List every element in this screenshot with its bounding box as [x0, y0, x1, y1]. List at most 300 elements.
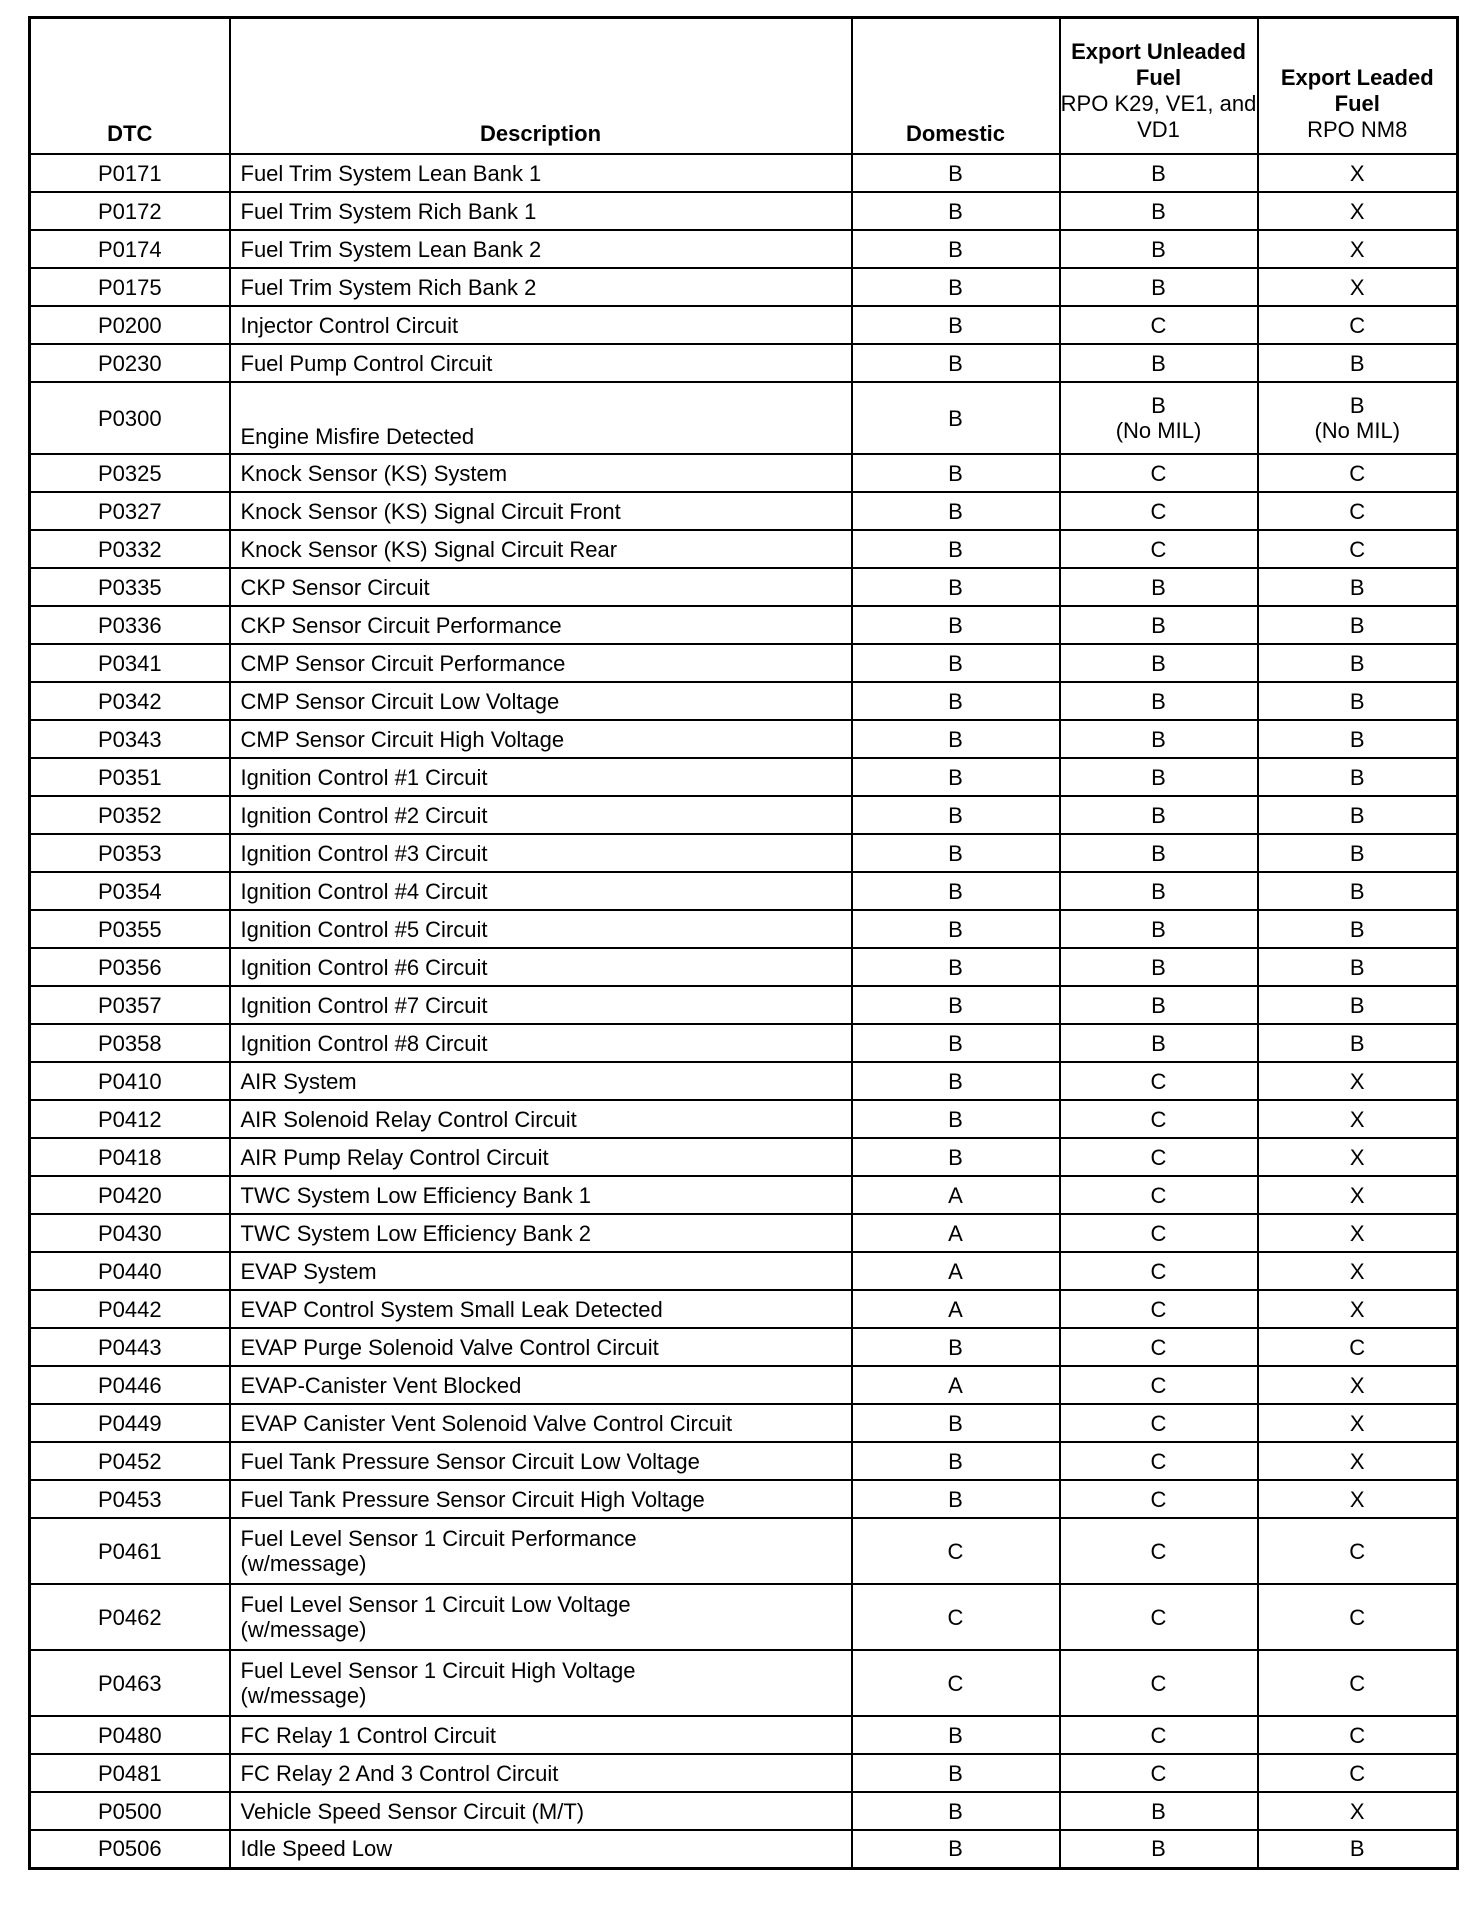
export-leaded-cell: [1258, 872, 1458, 910]
description-text: EVAP Canister Vent Solenoid Valve Control Circuit: [240, 1410, 733, 1436]
dtc-code: P0463: [97, 1670, 162, 1696]
description-cell: [230, 1062, 852, 1100]
table-row: [30, 344, 1458, 382]
table-row: [30, 1214, 1458, 1252]
export-leaded-value: B: [1349, 650, 1365, 676]
dtc-code: P0342: [97, 688, 162, 714]
dtc-code: P0341: [97, 650, 162, 676]
export-unleaded-value: C: [1150, 1296, 1167, 1322]
domestic-value: B: [948, 1106, 963, 1132]
domestic-cell: [852, 758, 1060, 796]
description-text: AIR Pump Relay Control Circuit: [240, 1144, 549, 1170]
description-cell: [230, 1518, 852, 1584]
description-cell: [230, 1792, 852, 1830]
dtc-code-cell: [30, 910, 230, 948]
dtc-code: P0353: [97, 840, 162, 866]
export-leaded-cell: [1258, 986, 1458, 1024]
domestic-cell: [852, 1584, 1060, 1650]
domestic-value: B: [948, 992, 963, 1018]
domestic-value: B: [948, 650, 963, 676]
description-cell: [230, 1214, 852, 1252]
export-unleaded-value: B: [1151, 764, 1166, 790]
description-text: CMP Sensor Circuit High Voltage: [240, 726, 565, 752]
domestic-value: B: [948, 1144, 963, 1170]
description-text: Fuel Trim System Lean Bank 1: [240, 160, 542, 186]
export-leaded-value: B: [1349, 916, 1365, 942]
dtc-code: P0440: [97, 1258, 162, 1284]
export-unleaded-value: C: [1150, 1144, 1167, 1170]
export-unleaded-value: C: [1150, 1538, 1167, 1564]
dtc-table: [28, 16, 1459, 1870]
domestic-value: B: [948, 198, 963, 224]
export-leaded-cell: [1258, 758, 1458, 796]
export-leaded-cell: [1258, 1138, 1458, 1176]
description-cell: [230, 154, 852, 192]
export-leaded-cell: [1258, 454, 1458, 492]
description-text: FC Relay 2 And 3 Control Circuit: [240, 1760, 559, 1786]
dtc-code: P0452: [97, 1448, 162, 1474]
description-cell: [230, 1830, 852, 1868]
dtc-code: P0327: [97, 498, 162, 524]
domestic-cell: [852, 872, 1060, 910]
dtc-code-cell: [30, 1650, 230, 1716]
dtc-code-cell: [30, 1138, 230, 1176]
dtc-code-cell: [30, 1062, 230, 1100]
export-leaded-cell: [1258, 1328, 1458, 1366]
table-row: [30, 986, 1458, 1024]
export-unleaded-cell: [1060, 796, 1258, 834]
domestic-value: B: [948, 840, 963, 866]
domestic-value: A: [948, 1372, 963, 1398]
dtc-code-cell: [30, 1404, 230, 1442]
domestic-value: B: [948, 916, 963, 942]
description-cell: [230, 1584, 852, 1650]
export-unleaded-value: B: [1151, 574, 1166, 600]
export-unleaded-cell: [1060, 454, 1258, 492]
export-leaded-value: B: [1349, 878, 1365, 904]
export-unleaded-cell: [1060, 1404, 1258, 1442]
dtc-table-container: [28, 16, 1456, 1870]
table-row: [30, 1328, 1458, 1366]
domestic-value: B: [948, 688, 963, 714]
export-unleaded-cell: [1060, 306, 1258, 344]
dtc-code: P0354: [97, 878, 162, 904]
description-text: CKP Sensor Circuit: [240, 574, 430, 600]
export-leaded-value: X: [1349, 1258, 1365, 1284]
export-unleaded-value: C: [1150, 1410, 1167, 1436]
export-leaded-value: C: [1349, 1334, 1366, 1360]
description-text: Ignition Control #2 Circuit: [240, 802, 488, 828]
header-description: [230, 18, 852, 155]
dtc-code: P0200: [97, 312, 162, 338]
description-text: Injector Control Circuit: [240, 312, 459, 338]
export-unleaded-value: C: [1150, 312, 1167, 338]
table-row: [30, 268, 1458, 306]
description-cell: [230, 568, 852, 606]
domestic-cell: [852, 268, 1060, 306]
export-unleaded-cell: [1060, 834, 1258, 872]
domestic-value: B: [948, 312, 963, 338]
table-row: [30, 454, 1458, 492]
table-row: [30, 1290, 1458, 1328]
export-unleaded-cell: [1060, 644, 1258, 682]
domestic-value: B: [948, 536, 963, 562]
description-text: FC Relay 1 Control Circuit: [240, 1722, 497, 1748]
export-unleaded-note: (No MIL): [1115, 418, 1202, 443]
table-row: [30, 720, 1458, 758]
description-text: Ignition Control #8 Circuit: [240, 1030, 488, 1056]
description-text: Ignition Control #7 Circuit: [240, 992, 488, 1018]
dtc-code: P0430: [97, 1220, 162, 1246]
export-leaded-cell: [1258, 1366, 1458, 1404]
export-unleaded-cell: [1060, 530, 1258, 568]
domestic-value: B: [948, 802, 963, 828]
export-leaded-value: B: [1349, 840, 1365, 866]
dtc-code: P0442: [97, 1296, 162, 1322]
table-row: [30, 1366, 1458, 1404]
export-leaded-cell: [1258, 948, 1458, 986]
domestic-value: B: [948, 1798, 963, 1824]
domestic-value: B: [948, 405, 963, 431]
export-leaded-cell: [1258, 268, 1458, 306]
dtc-code: P0175: [97, 274, 162, 300]
dtc-code-cell: [30, 230, 230, 268]
export-leaded-value: X: [1349, 236, 1365, 262]
header-domestic-label: Domestic: [905, 121, 1006, 146]
export-leaded-cell: [1258, 568, 1458, 606]
dtc-code-cell: [30, 1176, 230, 1214]
domestic-cell: [852, 306, 1060, 344]
export-leaded-cell: [1258, 1100, 1458, 1138]
export-unleaded-cell: [1060, 872, 1258, 910]
domestic-cell: [852, 492, 1060, 530]
export-leaded-cell: [1258, 1062, 1458, 1100]
domestic-cell: [852, 834, 1060, 872]
export-leaded-cell: [1258, 644, 1458, 682]
export-leaded-cell: [1258, 1176, 1458, 1214]
export-leaded-cell: [1258, 1024, 1458, 1062]
export-unleaded-cell: [1060, 1754, 1258, 1792]
header-export-leaded: [1258, 18, 1458, 155]
export-leaded-value: C: [1349, 498, 1366, 524]
description-text: AIR Solenoid Relay Control Circuit: [240, 1106, 577, 1132]
export-unleaded-cell: [1060, 910, 1258, 948]
export-leaded-value: B: [1349, 726, 1365, 752]
dtc-code: P0355: [97, 916, 162, 942]
description-text: EVAP-Canister Vent Blocked: [240, 1372, 522, 1398]
domestic-value: B: [948, 498, 963, 524]
domestic-value: B: [948, 350, 963, 376]
export-unleaded-value: B: [1151, 1030, 1166, 1056]
description-text: Fuel Tank Pressure Sensor Circuit Low Voltage: [240, 1448, 700, 1474]
domestic-cell: [852, 720, 1060, 758]
domestic-cell: [852, 568, 1060, 606]
header-description-label: Description: [479, 121, 602, 146]
export-unleaded-cell: [1060, 606, 1258, 644]
export-leaded-value: B: [1349, 574, 1365, 600]
dtc-code: P0332: [97, 536, 162, 562]
dtc-code-cell: [30, 758, 230, 796]
export-leaded-cell: [1258, 796, 1458, 834]
export-leaded-value: X: [1349, 1410, 1365, 1436]
export-unleaded-cell: [1060, 1214, 1258, 1252]
description-cell: [230, 1138, 852, 1176]
dtc-code: P0351: [97, 764, 162, 790]
header-export-leaded-label: Export Leaded Fuel: [1280, 65, 1434, 116]
description-cell: [230, 910, 852, 948]
export-leaded-value: C: [1349, 536, 1366, 562]
export-unleaded-cell: [1060, 1252, 1258, 1290]
table-row: [30, 1062, 1458, 1100]
domestic-cell: [852, 454, 1060, 492]
export-unleaded-cell: [1060, 1650, 1258, 1716]
domestic-value: B: [948, 1068, 963, 1094]
dtc-code: P0335: [97, 574, 162, 600]
description-text: CMP Sensor Circuit Performance: [240, 650, 566, 676]
export-unleaded-cell: [1060, 268, 1258, 306]
dtc-code: P0481: [97, 1760, 162, 1786]
description-text: Ignition Control #5 Circuit: [240, 916, 488, 942]
description-cell: [230, 1716, 852, 1754]
export-unleaded-cell: [1060, 1792, 1258, 1830]
export-leaded-cell: [1258, 1792, 1458, 1830]
dtc-code: P0506: [97, 1836, 162, 1862]
dtc-code: P0462: [97, 1604, 162, 1630]
domestic-value: B: [948, 274, 963, 300]
dtc-code-cell: [30, 568, 230, 606]
export-unleaded-value: C: [1150, 498, 1167, 524]
domestic-value: A: [948, 1258, 963, 1284]
export-leaded-value: C: [1349, 312, 1366, 338]
export-leaded-value: B: [1349, 764, 1365, 790]
dtc-code: P0174: [97, 236, 162, 262]
export-leaded-cell: [1258, 682, 1458, 720]
export-unleaded-value: C: [1150, 1258, 1167, 1284]
export-leaded-cell: [1258, 382, 1458, 454]
table-row: [30, 682, 1458, 720]
dtc-code: P0453: [97, 1486, 162, 1512]
export-unleaded-value: C: [1150, 1372, 1167, 1398]
export-leaded-cell: [1258, 834, 1458, 872]
dtc-code-cell: [30, 1716, 230, 1754]
header-export-unleaded-label: Export Unleaded Fuel: [1071, 39, 1246, 90]
export-unleaded-value: C: [1150, 1604, 1167, 1630]
description-text: TWC System Low Efficiency Bank 2: [240, 1220, 591, 1246]
domestic-cell: [852, 1650, 1060, 1716]
table-row: [30, 306, 1458, 344]
export-unleaded-cell: [1060, 720, 1258, 758]
export-unleaded-value: B: [1151, 198, 1166, 224]
domestic-cell: [852, 1100, 1060, 1138]
description-text: Engine Misfire Detected: [240, 424, 475, 449]
export-unleaded-value: C: [1150, 1760, 1167, 1786]
description-note: (w/message): [240, 1617, 367, 1642]
export-leaded-cell: [1258, 154, 1458, 192]
table-row: [30, 1480, 1458, 1518]
dtc-code: P0446: [97, 1372, 162, 1398]
dtc-code-cell: [30, 1366, 230, 1404]
export-leaded-value: B: [1349, 393, 1365, 418]
domestic-value: B: [948, 878, 963, 904]
export-leaded-value: X: [1349, 1220, 1365, 1246]
domestic-value: B: [948, 612, 963, 638]
domestic-cell: [852, 1176, 1060, 1214]
domestic-value: C: [947, 1604, 964, 1630]
description-text: Ignition Control #4 Circuit: [240, 878, 488, 904]
export-unleaded-value: B: [1151, 726, 1166, 752]
description-text: Fuel Trim System Rich Bank 1: [240, 198, 537, 224]
dtc-code-cell: [30, 192, 230, 230]
description-cell: [230, 230, 852, 268]
table-row: [30, 568, 1458, 606]
table-row: [30, 1176, 1458, 1214]
export-leaded-value: B: [1349, 350, 1365, 376]
export-leaded-value: X: [1349, 1296, 1365, 1322]
export-unleaded-cell: [1060, 682, 1258, 720]
description-cell: [230, 1100, 852, 1138]
dtc-code: P0412: [97, 1106, 162, 1132]
dtc-code: P0171: [97, 160, 162, 186]
export-unleaded-cell: [1060, 344, 1258, 382]
table-row: [30, 1252, 1458, 1290]
table-row: [30, 948, 1458, 986]
export-unleaded-cell: [1060, 1290, 1258, 1328]
domestic-cell: [852, 796, 1060, 834]
domestic-value: A: [948, 1296, 963, 1322]
dtc-code-cell: [30, 530, 230, 568]
export-leaded-value: B: [1349, 1836, 1365, 1862]
export-unleaded-value: B: [1151, 840, 1166, 866]
table-row: [30, 796, 1458, 834]
export-leaded-cell: [1258, 1442, 1458, 1480]
description-text: Vehicle Speed Sensor Circuit (M/T): [240, 1798, 585, 1824]
dtc-code: P0352: [97, 802, 162, 828]
export-unleaded-cell: [1060, 492, 1258, 530]
header-dtc-label: DTC: [107, 121, 153, 146]
export-leaded-cell: [1258, 1290, 1458, 1328]
table-row: [30, 1404, 1458, 1442]
description-cell: [230, 382, 852, 454]
dtc-code: P0461: [97, 1538, 162, 1564]
export-unleaded-cell: [1060, 382, 1258, 454]
table-row: [30, 834, 1458, 872]
domestic-cell: [852, 1404, 1060, 1442]
description-cell: [230, 606, 852, 644]
domestic-cell: [852, 1830, 1060, 1868]
domestic-value: B: [948, 1448, 963, 1474]
domestic-value: B: [948, 726, 963, 752]
domestic-value: B: [948, 764, 963, 790]
export-leaded-value: X: [1349, 1448, 1365, 1474]
dtc-code: P0480: [97, 1722, 162, 1748]
table-row: [30, 1138, 1458, 1176]
dtc-code: P0343: [97, 726, 162, 752]
export-leaded-value: X: [1349, 1372, 1365, 1398]
export-leaded-value: B: [1349, 1030, 1365, 1056]
domestic-value: B: [948, 954, 963, 980]
domestic-cell: [852, 1252, 1060, 1290]
export-leaded-cell: [1258, 1518, 1458, 1584]
export-leaded-cell: [1258, 1214, 1458, 1252]
description-cell: [230, 720, 852, 758]
export-unleaded-value: B: [1151, 393, 1166, 418]
description-text: AIR System: [240, 1068, 357, 1094]
description-text: CKP Sensor Circuit Performance: [240, 612, 562, 638]
description-cell: [230, 948, 852, 986]
dtc-code: P0500: [97, 1798, 162, 1824]
description-cell: [230, 1480, 852, 1518]
dtc-code-cell: [30, 1024, 230, 1062]
domestic-value: B: [948, 574, 963, 600]
domestic-cell: [852, 1792, 1060, 1830]
header-export-unleaded: [1060, 18, 1258, 155]
dtc-code-cell: [30, 154, 230, 192]
description-cell: [230, 682, 852, 720]
export-unleaded-value: B: [1151, 160, 1166, 186]
dtc-code: P0325: [97, 460, 162, 486]
export-unleaded-cell: [1060, 154, 1258, 192]
description-text: TWC System Low Efficiency Bank 1: [240, 1182, 591, 1208]
domestic-value: B: [948, 1486, 963, 1512]
description-cell: [230, 1290, 852, 1328]
domestic-value: B: [948, 460, 963, 486]
export-leaded-value: X: [1349, 1486, 1365, 1512]
dtc-code-cell: [30, 644, 230, 682]
export-unleaded-cell: [1060, 1518, 1258, 1584]
description-cell: [230, 1176, 852, 1214]
description-cell: [230, 1024, 852, 1062]
description-text: EVAP System: [240, 1258, 377, 1284]
export-unleaded-cell: [1060, 1480, 1258, 1518]
export-leaded-value: C: [1349, 1604, 1366, 1630]
table-row: [30, 154, 1458, 192]
export-unleaded-value: B: [1151, 1836, 1166, 1862]
dtc-code-cell: [30, 606, 230, 644]
description-cell: [230, 986, 852, 1024]
export-leaded-cell: [1258, 720, 1458, 758]
description-text: Knock Sensor (KS) Signal Circuit Rear: [240, 536, 618, 562]
export-leaded-value: X: [1349, 198, 1365, 224]
export-unleaded-cell: [1060, 1176, 1258, 1214]
export-leaded-cell: [1258, 1480, 1458, 1518]
description-text: EVAP Control System Small Leak Detected: [240, 1296, 663, 1322]
dtc-code-cell: [30, 720, 230, 758]
domestic-value: B: [948, 1410, 963, 1436]
dtc-code-cell: [30, 1830, 230, 1868]
domestic-cell: [852, 682, 1060, 720]
domestic-value: B: [948, 1760, 963, 1786]
description-cell: [230, 306, 852, 344]
export-unleaded-value: C: [1150, 1670, 1167, 1696]
export-leaded-cell: [1258, 910, 1458, 948]
dtc-code: P0358: [97, 1030, 162, 1056]
export-unleaded-cell: [1060, 1366, 1258, 1404]
table-row: [30, 1754, 1458, 1792]
dtc-code: P0418: [97, 1144, 162, 1170]
domestic-value: B: [948, 1334, 963, 1360]
export-unleaded-cell: [1060, 1024, 1258, 1062]
description-cell: [230, 796, 852, 834]
export-leaded-value: B: [1349, 612, 1365, 638]
export-unleaded-value: B: [1151, 274, 1166, 300]
export-leaded-cell: [1258, 606, 1458, 644]
table-row: [30, 530, 1458, 568]
export-leaded-value: C: [1349, 1538, 1366, 1564]
export-unleaded-value: C: [1150, 536, 1167, 562]
export-unleaded-value: B: [1151, 992, 1166, 1018]
dtc-code-cell: [30, 1214, 230, 1252]
export-unleaded-cell: [1060, 1328, 1258, 1366]
